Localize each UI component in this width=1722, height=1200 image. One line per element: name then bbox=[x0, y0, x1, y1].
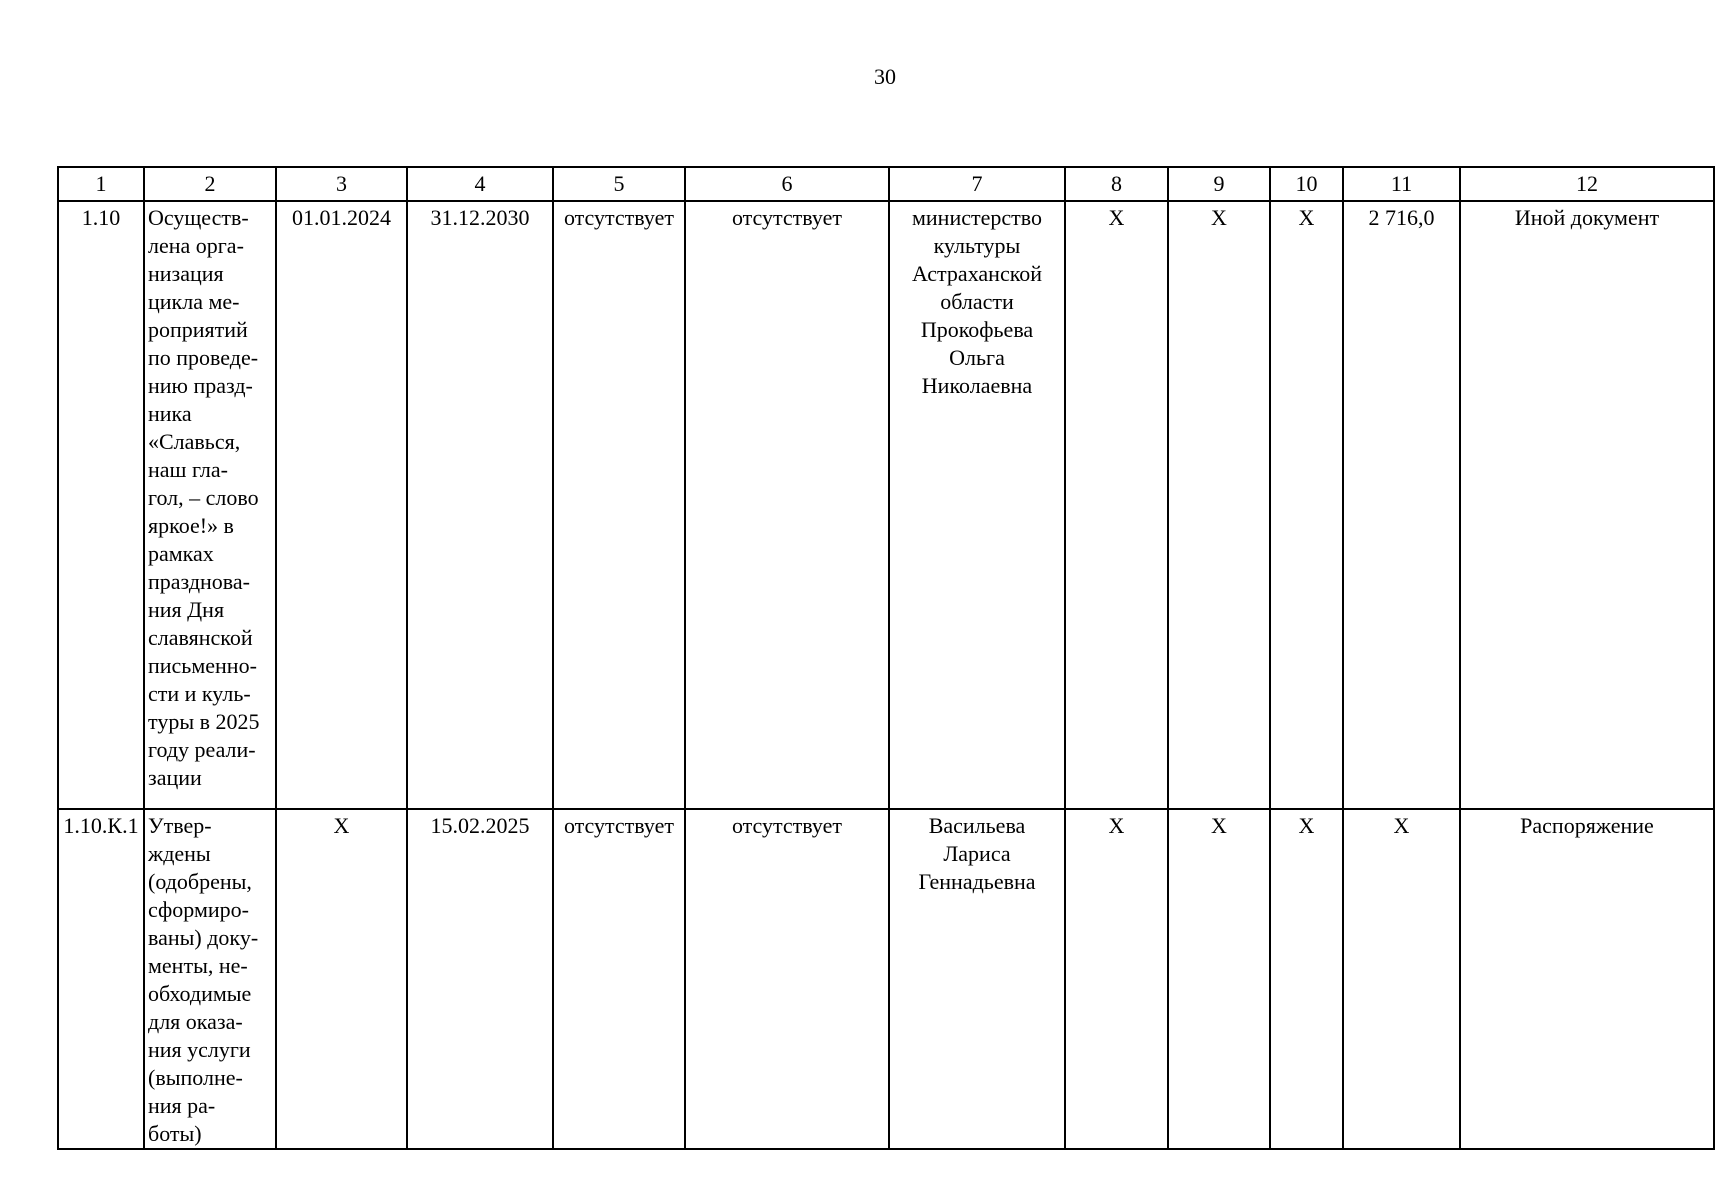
header-cell-2: 2 bbox=[144, 167, 276, 201]
description-line: славянской bbox=[148, 625, 253, 650]
responsible-line: культуры bbox=[933, 233, 1021, 258]
responsible-line: Васильева bbox=[928, 813, 1026, 838]
responsible-person bbox=[889, 809, 1065, 1149]
table-row bbox=[58, 809, 1714, 1149]
description-line: по проведе- bbox=[148, 345, 259, 370]
description-line: менты, не- bbox=[148, 953, 248, 978]
col9-value: Х bbox=[1168, 201, 1270, 809]
description-line: боты) bbox=[148, 1121, 202, 1146]
header-cell-12: 12 bbox=[1460, 167, 1714, 201]
row-description bbox=[144, 201, 276, 809]
responsible-line: Лариса bbox=[943, 841, 1011, 866]
header-cell-5: 5 bbox=[553, 167, 685, 201]
description-line: письменно- bbox=[148, 653, 257, 678]
responsible-line: Астраханской bbox=[911, 261, 1043, 286]
col11-value: Х bbox=[1343, 809, 1460, 1149]
description-line: Осуществ- bbox=[148, 205, 249, 230]
description-line: гол, – слово bbox=[148, 485, 259, 510]
description-line: празднова- bbox=[148, 569, 250, 594]
table-row bbox=[58, 201, 1714, 809]
description-line: сформиро- bbox=[148, 897, 249, 922]
responsible-line: Николаевна bbox=[921, 373, 1033, 398]
col6-value: отсутствует bbox=[685, 201, 889, 809]
responsible-line: министерство bbox=[911, 205, 1042, 230]
header-cell-3: 3 bbox=[276, 167, 407, 201]
description-line: роприятий bbox=[148, 317, 248, 342]
col9-value: Х bbox=[1168, 809, 1270, 1149]
col10-value: Х bbox=[1270, 201, 1343, 809]
header-cell-1: 1 bbox=[58, 167, 144, 201]
responsible-line: области bbox=[940, 289, 1014, 314]
col5-value: отсутствует bbox=[553, 809, 685, 1149]
col12-value: Иной документ bbox=[1460, 201, 1714, 809]
header-cell-8: 8 bbox=[1065, 167, 1168, 201]
description-line: для оказа- bbox=[148, 1009, 243, 1034]
row-description bbox=[144, 809, 276, 1149]
header-cell-9: 9 bbox=[1168, 167, 1270, 201]
description-line: ния услуги bbox=[148, 1037, 251, 1062]
col10-value: Х bbox=[1270, 809, 1343, 1149]
description-line: обходимые bbox=[148, 981, 252, 1006]
start-date: 01.01.2024 bbox=[276, 201, 407, 809]
description-line: году реали- bbox=[148, 737, 256, 762]
description-line: (одобрены, bbox=[148, 869, 252, 894]
description-line: низация bbox=[148, 261, 224, 286]
responsible-line: Прокофьева bbox=[920, 317, 1034, 342]
responsible-person bbox=[889, 201, 1065, 809]
col5-value: отсутствует bbox=[553, 201, 685, 809]
description-line: рамках bbox=[148, 541, 214, 566]
col6-value: отсутствует bbox=[685, 809, 889, 1149]
end-date: 31.12.2030 bbox=[407, 201, 553, 809]
header-cell-10: 10 bbox=[1270, 167, 1343, 201]
header-cell-6: 6 bbox=[685, 167, 889, 201]
description-line: Утвер- bbox=[148, 813, 212, 838]
description-line: ния ра- bbox=[148, 1093, 216, 1118]
header-cell-7: 7 bbox=[889, 167, 1065, 201]
description-line: ваны) доку- bbox=[148, 925, 259, 950]
description-line: зации bbox=[148, 765, 202, 790]
plan-table bbox=[57, 166, 1715, 1150]
description-line: яркое!» в bbox=[148, 513, 234, 538]
description-line: наш гла- bbox=[148, 457, 228, 482]
col11-value: 2 716,0 bbox=[1343, 201, 1460, 809]
description-line: (выполне- bbox=[148, 1065, 243, 1090]
description-line: ния Дня bbox=[148, 597, 225, 622]
description-line: ждены bbox=[148, 841, 211, 866]
col12-value: Распоряжение bbox=[1460, 809, 1714, 1149]
description-line: нию празд- bbox=[148, 373, 253, 398]
row-number: 1.10.К.1 bbox=[58, 809, 144, 1149]
col8-value: Х bbox=[1065, 809, 1168, 1149]
description-line: сти и куль- bbox=[148, 681, 251, 706]
start-date: Х bbox=[276, 809, 407, 1149]
header-cell-11: 11 bbox=[1343, 167, 1460, 201]
responsible-line: Геннадьевна bbox=[918, 869, 1036, 894]
description-line: лена орга- bbox=[148, 233, 244, 258]
responsible-line: Ольга bbox=[949, 345, 1005, 370]
table-header-row bbox=[58, 167, 1714, 201]
header-cell-4: 4 bbox=[407, 167, 553, 201]
page-number: 30 bbox=[874, 64, 896, 89]
description-line: цикла ме- bbox=[148, 289, 240, 314]
description-line: ника bbox=[148, 401, 192, 426]
end-date: 15.02.2025 bbox=[407, 809, 553, 1149]
description-line: «Славься, bbox=[148, 429, 241, 454]
row-number: 1.10 bbox=[58, 201, 144, 809]
description-line: туры в 2025 bbox=[148, 709, 260, 734]
col8-value: Х bbox=[1065, 201, 1168, 809]
